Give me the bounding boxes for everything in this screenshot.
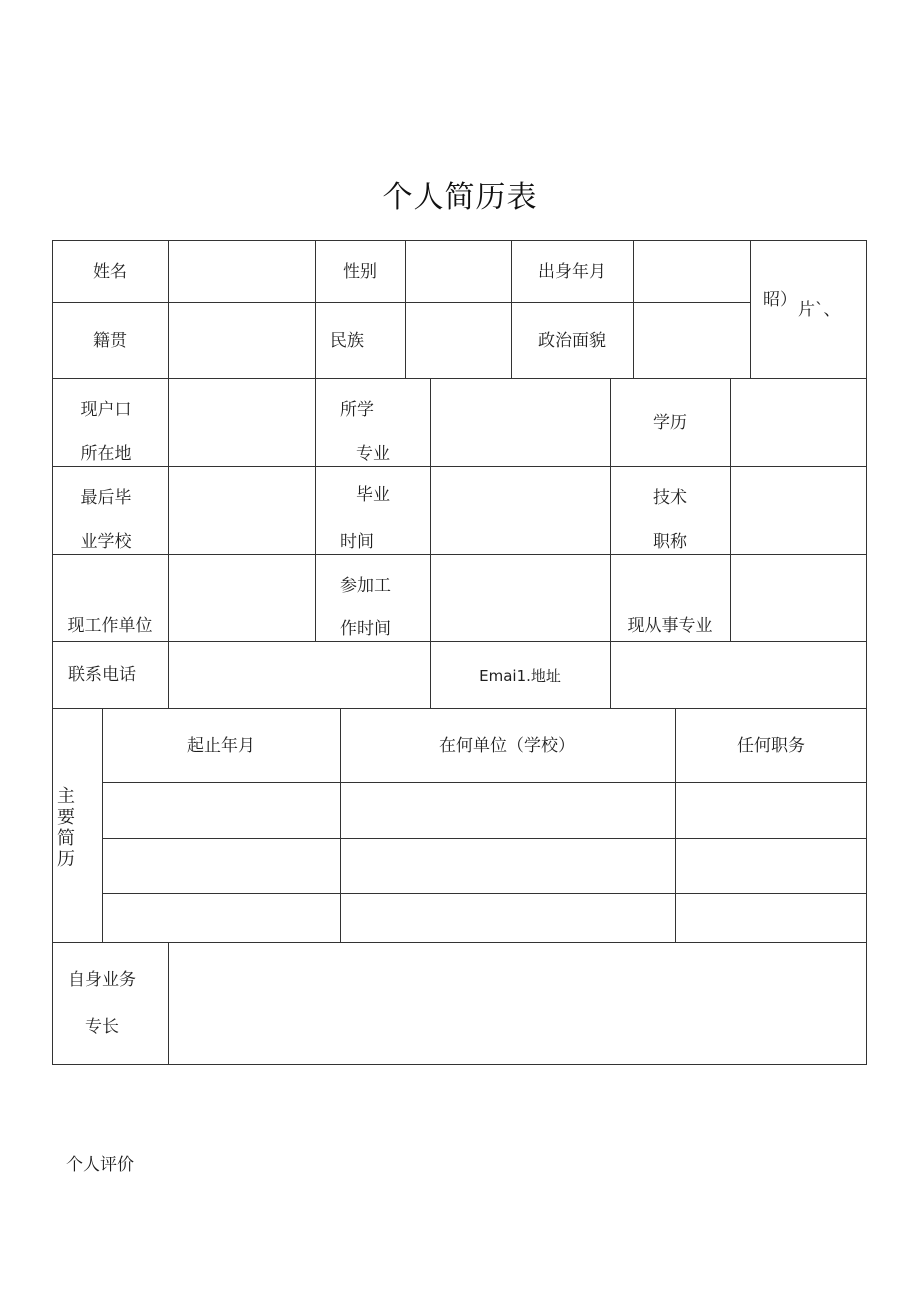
label-native-place: 籍贯: [93, 331, 127, 351]
label-political-status: 政治面貌: [538, 331, 606, 351]
column-header-unit: 在何单位（学校）: [439, 736, 575, 756]
table-rule: [52, 942, 867, 943]
label-self-evaluation: 个人评价: [66, 1155, 134, 1175]
label-school-line1: 最后毕: [80, 488, 132, 508]
label-title-line1: 技术: [653, 488, 687, 508]
table-rule: [633, 240, 634, 379]
label-resume-char: 简: [57, 828, 75, 849]
column-header-position: 任何职务: [737, 736, 805, 756]
table-rule: [315, 240, 316, 379]
column-header-period: 起止年月: [187, 736, 255, 756]
label-major-line1: 所学: [340, 400, 374, 420]
table-rule: [102, 782, 867, 783]
table-rule: [102, 708, 103, 943]
table-border-right: [866, 240, 867, 1065]
label-hukou-line2: 所在地: [80, 444, 132, 464]
label-school-line2: 业学校: [80, 532, 132, 552]
label-name: 姓名: [93, 262, 127, 282]
table-rule: [52, 641, 867, 642]
label-grad-line2: 时间: [340, 532, 374, 552]
label-resume-char: 要: [57, 807, 75, 828]
table-rule: [610, 378, 611, 642]
label-workstart-line2: 作时间: [340, 619, 391, 639]
table-rule: [168, 641, 169, 709]
label-employer: 现工作单位: [67, 616, 153, 636]
label-education: 学历: [653, 413, 687, 433]
table-rule: [315, 378, 316, 642]
table-rule: [52, 466, 867, 467]
table-rule: [610, 641, 611, 709]
table-rule: [52, 302, 750, 303]
table-border-bottom: [52, 1064, 867, 1065]
page-title: 个人简历表: [382, 180, 538, 215]
label-grad-line1: 毕业: [356, 485, 390, 505]
label-hukou-line1: 现户口: [80, 400, 132, 420]
table-rule: [52, 554, 867, 555]
table-rule: [730, 378, 731, 642]
label-title-line2: 职称: [653, 532, 687, 552]
label-photo-line2: 片`、: [798, 300, 841, 320]
label-gender: 性别: [343, 262, 377, 282]
table-rule: [675, 708, 676, 943]
label-skills-line1: 自身业务: [68, 970, 136, 990]
label-photo-line1: 昭）: [763, 290, 797, 310]
table-rule: [52, 378, 867, 379]
label-resume-char: 主: [57, 786, 75, 807]
table-rule: [102, 838, 867, 839]
table-rule: [168, 240, 169, 379]
label-birth: 出身年月: [538, 262, 606, 282]
table-rule: [52, 708, 867, 709]
table-rule: [430, 378, 431, 642]
label-major-line2: 专业: [356, 444, 390, 464]
table-rule: [168, 942, 169, 1065]
table-rule: [430, 641, 431, 709]
table-rule: [102, 893, 867, 894]
label-ethnicity: 民族: [330, 331, 364, 351]
table-rule: [340, 708, 341, 943]
table-border-top: [52, 240, 867, 241]
label-skills-line2: 专长: [85, 1017, 119, 1037]
table-rule: [405, 240, 406, 379]
label-phone: 联系电话: [68, 665, 136, 685]
label-email: Emai1.地址: [479, 667, 561, 685]
label-resume-side: [56, 786, 76, 870]
label-workstart-line1: 参加工: [340, 576, 391, 596]
table-rule: [511, 240, 512, 379]
label-current-field: 现从事专业: [627, 616, 713, 636]
table-rule: [168, 378, 169, 642]
table-rule: [750, 240, 751, 379]
table-border-left: [52, 240, 53, 1065]
label-resume-char: 历: [57, 849, 75, 870]
